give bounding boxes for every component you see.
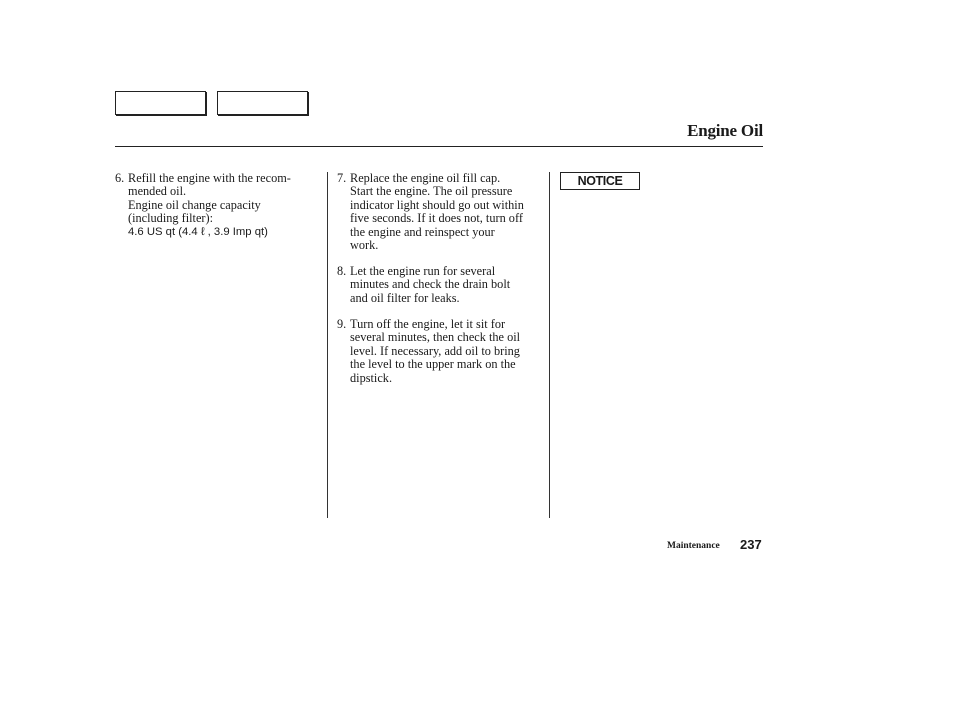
step-text-line: (including filter): — [128, 211, 214, 226]
previous-page-tab[interactable] — [115, 91, 206, 115]
step-number: 6. — [115, 171, 125, 185]
step-text-line: minutes and check the drain bolt — [350, 277, 511, 292]
step-number: 8. — [337, 264, 347, 278]
oil-capacity-value: 4.6 US qt (4.4 ℓ , 3.9 Imp qt) — [128, 225, 268, 238]
title-divider — [115, 146, 763, 147]
step-text-line: several minutes, then check the oil — [350, 330, 521, 345]
step-text-line: indicator light should go out within — [350, 197, 524, 212]
column-divider-right — [549, 172, 550, 518]
step-text-line: the engine and reinspect your — [350, 224, 495, 239]
page-title: Engine Oil — [687, 121, 763, 140]
step-text-line: and oil filter for leaks. — [350, 290, 460, 305]
step-text-line: Replace the engine oil fill cap. — [350, 171, 501, 185]
step-number: 9. — [337, 317, 347, 331]
step-text-line: level. If necessary, add oil to bring — [350, 343, 520, 358]
column-divider-left — [327, 172, 328, 518]
step-6 — [115, 172, 291, 239]
step-text-line: Start the engine. The oil pressure — [350, 184, 513, 199]
step-text-line: the level to the upper mark on the — [350, 357, 516, 372]
step-text-line: mended oil. — [128, 184, 187, 199]
step-text-line: five seconds. If it does not, turn off — [350, 211, 523, 226]
page-number: 237 — [740, 537, 762, 552]
notice-box — [560, 172, 640, 190]
step-text-line: work. — [350, 238, 379, 253]
notice-label: NOTICE — [577, 174, 623, 188]
step-text-line: Refill the engine with the recom- — [128, 171, 291, 185]
next-page-tab[interactable] — [217, 91, 308, 115]
step-7 — [337, 172, 524, 252]
step-8 — [337, 265, 510, 305]
step-text-line: Turn off the engine, let it sit for — [350, 317, 506, 331]
step-text-line: Engine oil change capacity — [128, 197, 261, 212]
step-9 — [337, 318, 520, 385]
step-text-line: Let the engine run for several — [350, 264, 496, 278]
step-number: 7. — [337, 171, 347, 185]
footer-section-name: Maintenance — [667, 541, 720, 551]
step-text-line: dipstick. — [350, 370, 393, 385]
